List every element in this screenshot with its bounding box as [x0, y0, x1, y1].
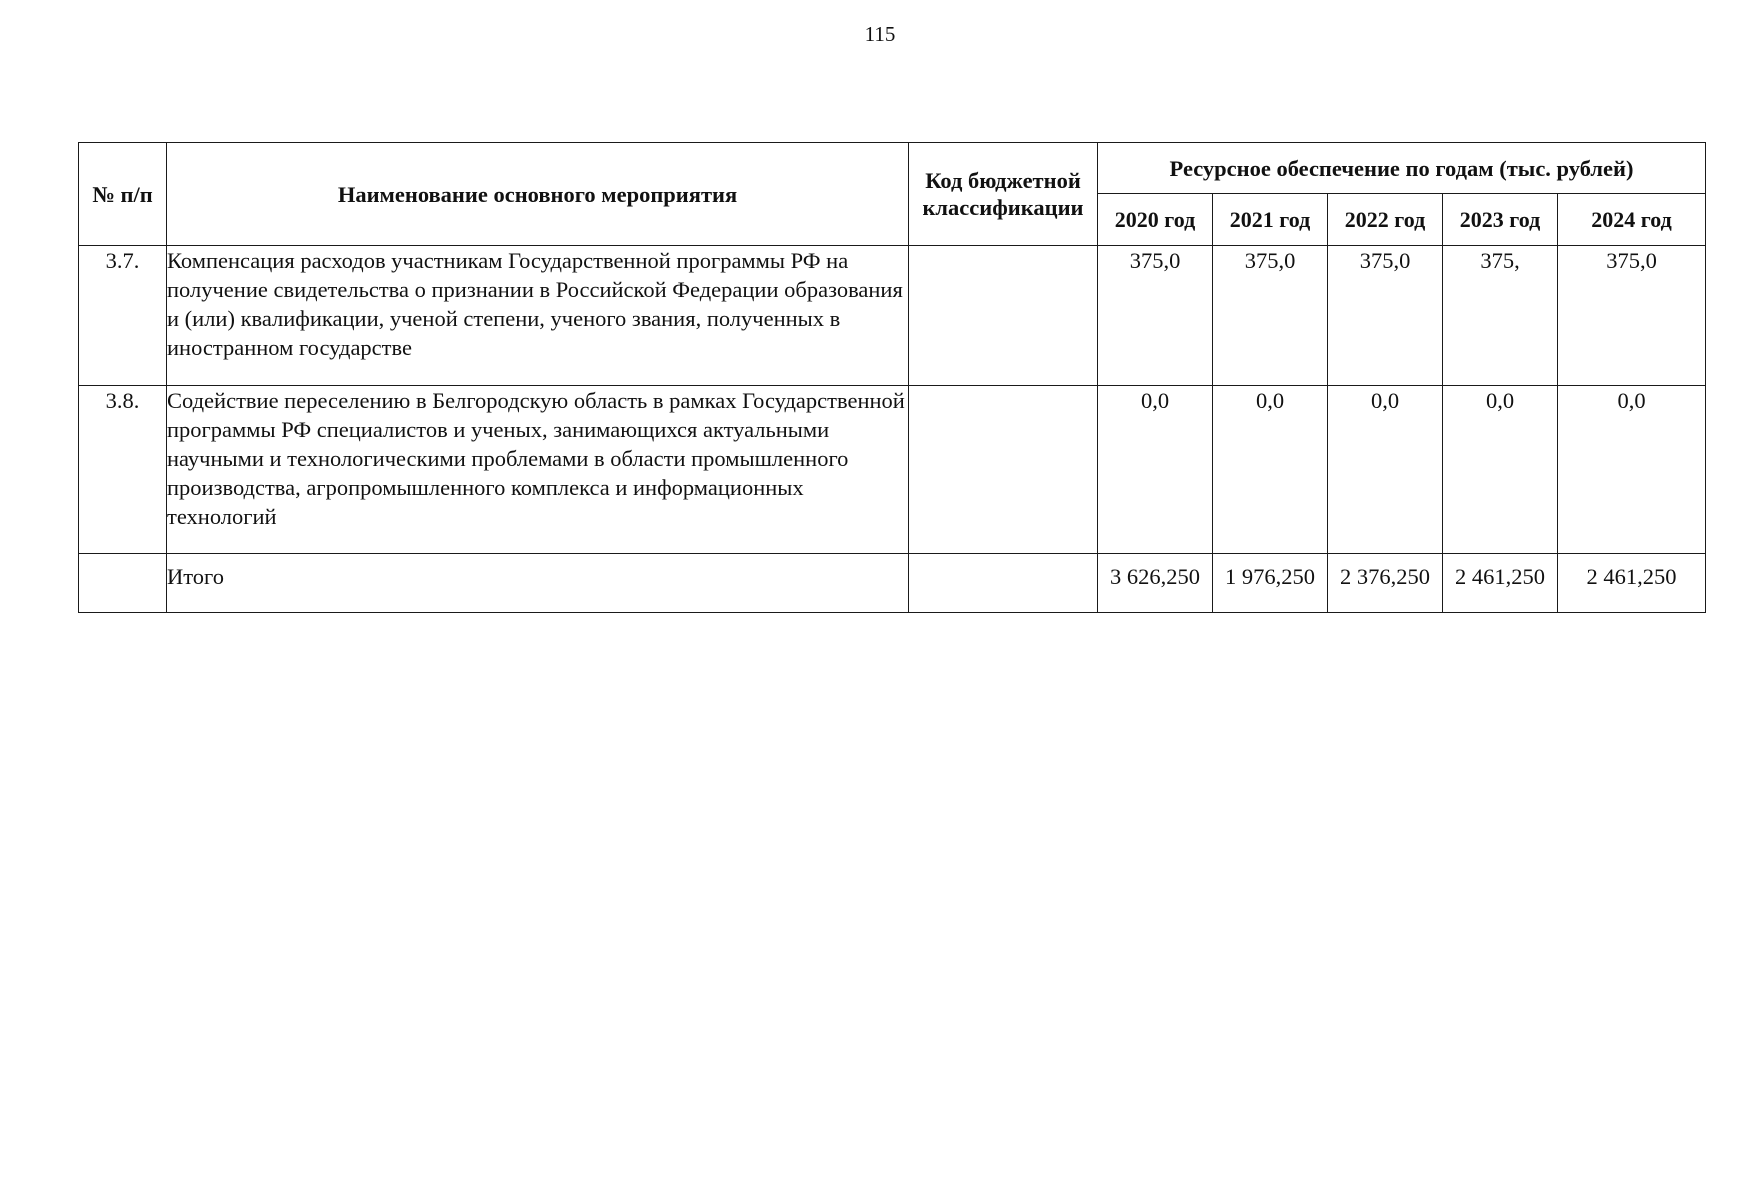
table-header: [79, 143, 1706, 246]
value-2020: 0,0: [1098, 386, 1213, 554]
row-number: 3.7.: [79, 246, 167, 386]
budget-code: [909, 246, 1098, 386]
value-2024: 375,0: [1558, 246, 1706, 386]
header-resources: Ресурсное обеспечение по годам (тыс. рублей): [1098, 143, 1706, 194]
header-year-2022: 2022 год: [1328, 194, 1443, 246]
total-label: Итого: [167, 554, 909, 613]
header-code: Код бюджетной классификации: [909, 143, 1098, 246]
table-body: [79, 246, 1706, 613]
total-row: [79, 554, 1706, 613]
header-year-2023: 2023 год: [1443, 194, 1558, 246]
value-2023: 375,: [1443, 246, 1558, 386]
header-year-2020: 2020 год: [1098, 194, 1213, 246]
header-num: № п/п: [79, 143, 167, 246]
value-2023: 0,0: [1443, 386, 1558, 554]
table-row: [79, 246, 1706, 386]
value-2024: 0,0: [1558, 386, 1706, 554]
total-2023: 2 461,250: [1443, 554, 1558, 613]
value-2021: 0,0: [1213, 386, 1328, 554]
budget-code: [909, 386, 1098, 554]
activity-name: Содействие переселению в Белгородскую область в рамках Государственной программы РФ специалистов и ученых, занимающихся актуальными научными и технологическими проблемами в области промышленного производства, агропромышленного комплекса и информационных технологий: [167, 386, 909, 554]
page-number: 115: [864, 22, 896, 46]
header-name: Наименование основного мероприятия: [167, 143, 909, 246]
activity-name: Компенсация расходов участникам Государственной программы РФ на получение свидетельства о признании в Российской Федерации образования и (или) квалификации, ученой степени, ученого звания, полученных в иностранном государстве: [167, 246, 909, 386]
table-row: [79, 386, 1706, 554]
value-2020: 375,0: [1098, 246, 1213, 386]
header-year-2024: 2024 год: [1558, 194, 1706, 246]
value-2022: 375,0: [1328, 246, 1443, 386]
total-2024: 2 461,250: [1558, 554, 1706, 613]
budget-table: [78, 142, 1706, 613]
budget-code: [909, 554, 1098, 613]
row-number: 3.8.: [79, 386, 167, 554]
value-2022: 0,0: [1328, 386, 1443, 554]
header-row-top: [79, 143, 1706, 194]
total-2020: 3 626,250: [1098, 554, 1213, 613]
value-2021: 375,0: [1213, 246, 1328, 386]
header-year-2021: 2021 год: [1213, 194, 1328, 246]
total-2021: 1 976,250: [1213, 554, 1328, 613]
total-2022: 2 376,250: [1328, 554, 1443, 613]
row-number: [79, 554, 167, 613]
